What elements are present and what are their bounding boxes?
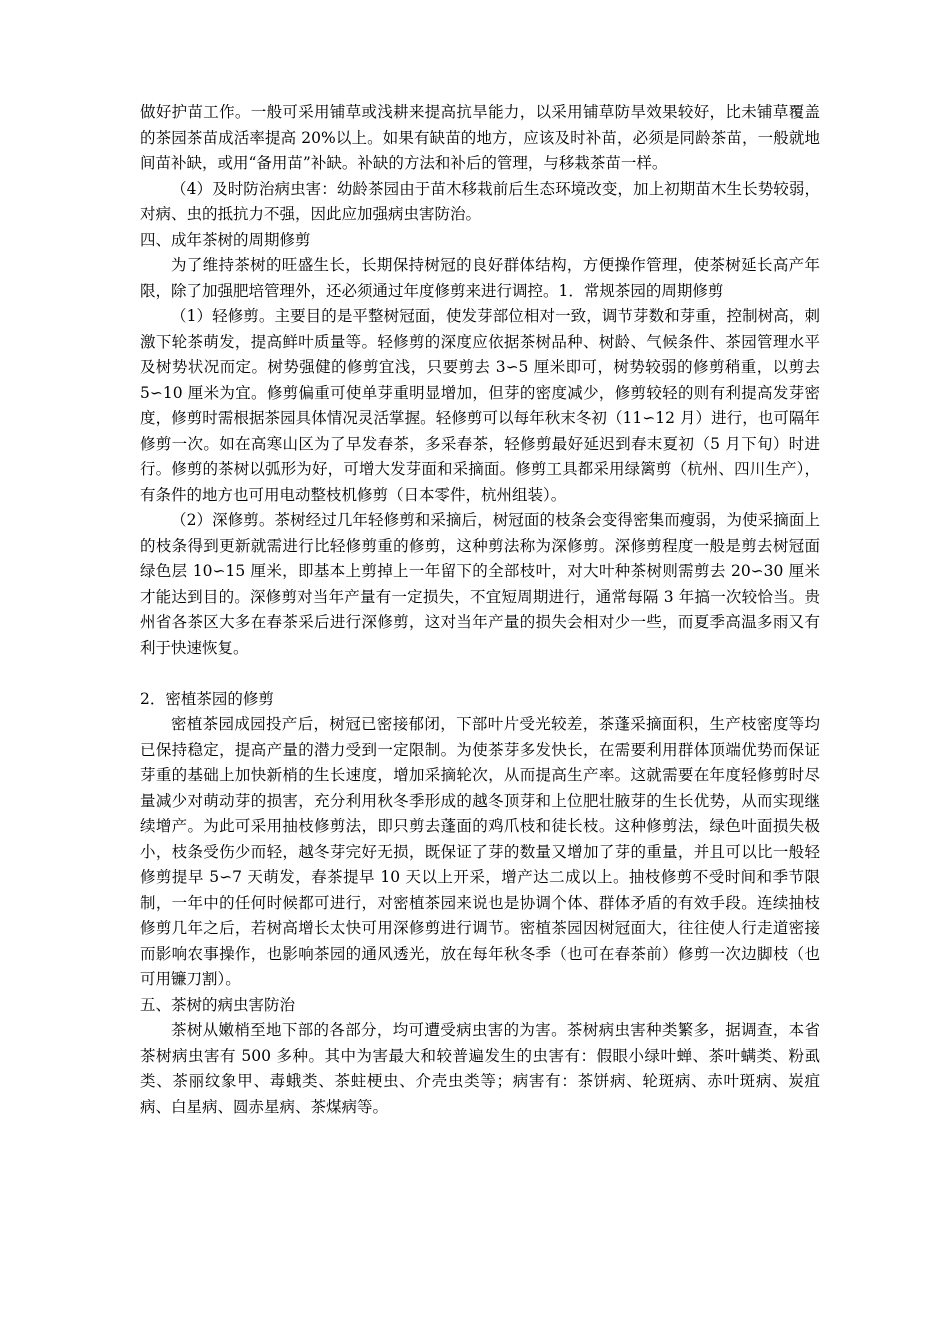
paragraph-pest-control-young: （4）及时防治病虫害：幼龄茶园由于苗木移栽前后生态环境改变，加上初期苗木生长势较弱，对病、虫的抵抗力不强，因此应加强病虫害防治。 <box>140 179 820 223</box>
section-heading-4: 四、成年茶树的周期修剪 <box>140 230 311 249</box>
paragraph-dense-planting-pruning: 密植茶园成园投产后，树冠已密接郁闭，下部叶片受光较差，茶蓬采摘面积，生产枝密度等均已保持稳定，提高产量的潜力受到一定限制。为使茶芽多发快长，在需要利用群体顶端优势而保证芽重的基础上加快新梢的生长速度，增加采摘轮次，从而提高生产率。这就需要在年度轻修剪时尽量减少对萌动芽的损害，充分利用秋冬季形成的越冬顶芽和上位肥壮腋芽的生长优势，从而实现继续增产。为此可采用抽枝修剪法，即只剪去蓬面的鸡爪枝和徒长枝。这种修剪法，绿色叶面损失极小，枝条受伤少而轻，越冬芽完好无损，既保证了芽的数量又增加了芽的重量，并且可以比一般轻修剪提早 5∽7 天萌发，春茶提早 10 天以上开采，增产达二成以上。抽枝修剪不受时间和季节限制，一年中的任何时候都可进行，对密植茶园来说也是协调个体、群体矛盾的有效手段。连续抽枝修剪几年之后，若树高增长太快可用深修剪进行调节。密植茶园因树冠面大，往往使人行走道密接而影响农事操作，也影响茶园的通风透光，放在每年秋冬季（也可在春茶前）修剪一次边脚枝（也可用镰刀割）。 <box>140 715 820 988</box>
paragraph-periodic-pruning-intro: 为了维持茶树的旺盛生长，长期保持树冠的良好群体结构，方便操作管理，使茶树延长高产年限，除了加强肥培管理外，还必须通过年度修剪来进行调控。1．常规茶园的周期修剪 <box>140 256 820 300</box>
subsection-heading-2: 2．密植茶园的修剪 <box>140 689 274 708</box>
paragraph-deep-pruning: （2）深修剪。茶树经过几年轻修剪和采摘后，树冠面的枝条会变得密集而瘦弱，为使采摘面上的枝条得到更新就需进行比轻修剪重的修剪，这种剪法称为深修剪。深修剪程度一般是剪去树冠面绿色层 10∽15 厘米，即基本上剪掉上一年留下的全部枝叶，对大叶种茶树则需剪去 20∽30 厘米才能达到目的。深修剪对当年产量有一定损失，不宜短周期进行，通常每隔 3 年搞一次较恰当。贵州省各茶区大多在春茶采后进行深修剪，这对当年产量的损失会相对少一些，而夏季高温多雨又有利于快速恢复。 <box>140 511 820 657</box>
paragraph-pests-diseases: 茶树从嫩梢至地下部的各部分，均可遭受病虫害的为害。茶树病虫害种类繁多，据调查，本省茶树病虫害有 500 多种。其中为害最大和较普遍发生的虫害有：假眼小绿叶蝉、茶叶螨类、粉虱类、茶丽纹象甲、毒蛾类、茶蛀梗虫、介壳虫类等；病害有：茶饼病、轮斑病、赤叶斑病、炭疽病、白星病、圆赤星病、茶煤病等。 <box>140 1021 820 1116</box>
blank-line <box>140 661 820 687</box>
section-heading-5: 五、茶树的病虫害防治 <box>140 995 296 1014</box>
paragraph-seedling-care: 做好护苗工作。一般可采用铺草或浅耕来提高抗旱能力，以采用铺草防旱效果较好，比未铺草覆盖的茶园茶苗成活率提高 20%以上。如果有缺苗的地方，应该及时补苗，必须是同龄茶苗，一般就地间苗补缺，或用“备用苗”补缺。补缺的方法和补后的管理，与移栽茶苗一样。 <box>140 103 820 172</box>
document-body <box>140 100 820 1120</box>
paragraph-light-pruning: （1）轻修剪。主要目的是平整树冠面，使发芽部位相对一致，调节芽数和芽重，控制树高，刺激下轮茶萌发，提高鲜叶质量等。轻修剪的深度应依据茶树品种、树龄、气候条件、茶园管理水平及树势状况而定。树势强健的修剪宜浅，只要剪去 3∽5 厘米即可，树势较弱的修剪稍重，以剪去 5∽10 厘米为宜。修剪偏重可使单芽重明显增加，但芽的密度减少，修剪较轻的则有利提高发芽密度，修剪时需根据茶园具体情况灵活掌握。轻修剪可以每年秋末冬初（11∽12 月）进行，也可隔年修剪一次。如在高寒山区为了早发春茶，多采春茶，轻修剪最好延迟到春末夏初（5 月下旬）时进行。修剪的茶树以弧形为好，可增大发芽面和采摘面。修剪工具都采用绿篱剪（杭州、四川生产），有条件的地方也可用电动整枝机修剪（日本零件，杭州组装）。 <box>140 307 820 504</box>
